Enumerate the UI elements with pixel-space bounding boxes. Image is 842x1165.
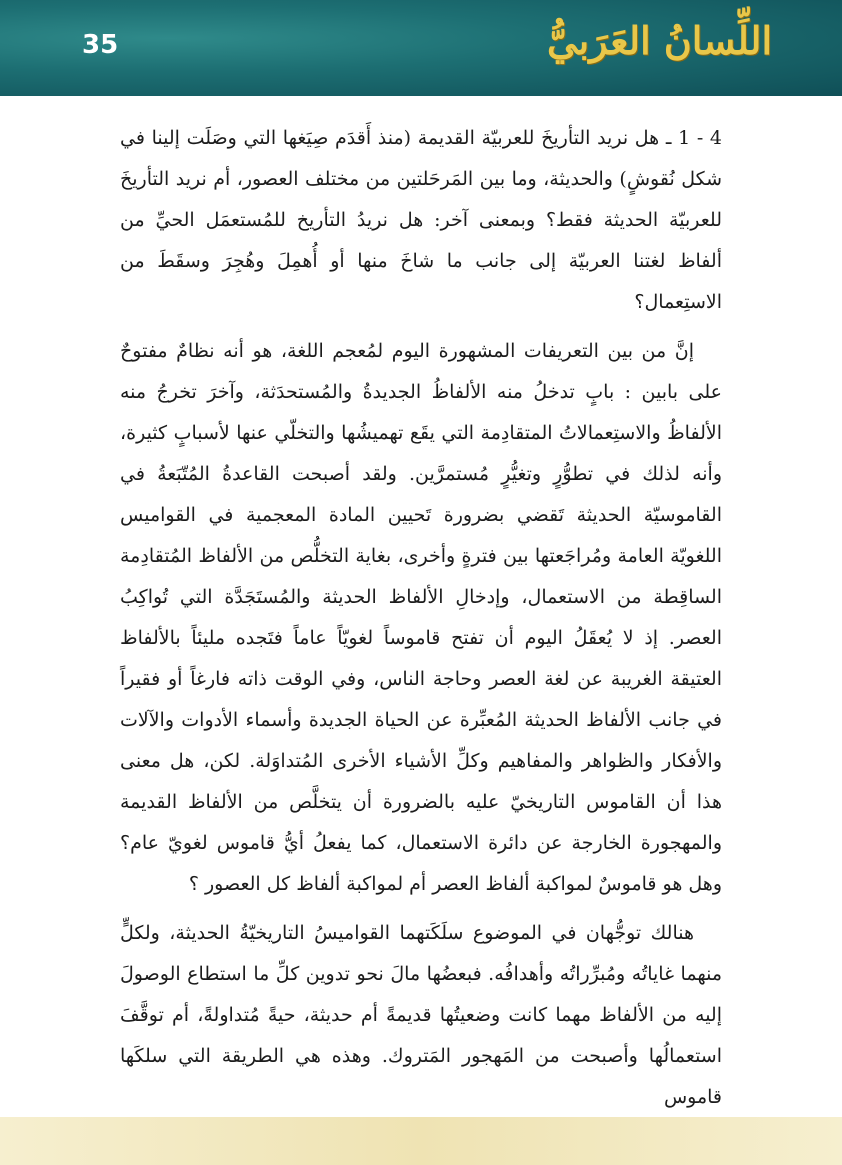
paragraph-approaches: هنالك توجُّهان في الموضوع سلَكَتهما القواميسُ التاريخيّةُ الحديثة، ولكلٍّ منهما غاياتُه ومُبرِّراتُه وأهدافُه. فبعضُها مالَ نحو تدوين كلِّ ما استطاع الوصولَ إليه من الألفاظ مهما كانت وضعيتُها قديمةً أم حديثة، حيةً مُتداولةً، أم توقَّفَ استعمالُها وأصبحت من المَهجور المَتروك. وهذه هي الطريقة التي سلكَها قاموس (120, 922, 722, 1108)
page-footer-band (0, 1117, 842, 1165)
magazine-logo: اللِّسانُ العَرَبيُّ (546, 18, 772, 63)
paragraph-definition: إنَّ من بين التعريفات المشهورة اليوم لمُعجم اللغة، هو أنه نظامٌ مفتوحٌ على بابين : بابٍ تدخلُ منه الألفاظُ الجديدةُ والمُستحدَثة، وآخرَ تخرجُ منه الألفاظُ والاستِعمالاتُ المتقادِمة التي يقَع تهميشُها والتخلّي عنها لأسبابٍ كثيرة، وأنه لذلك في تطوُّرٍ وتغيُّرٍ مُستمرَّين. ولقد أصبحت القاعدةُ المُتّبَعةُ في القاموسيّة الحديثة تَقضي بضرورة تَحيين المادة المعجمية في القواميس اللغويّة العامة ومُراجَعتها بين فترةٍ وأخرى، بغاية التخلُّص من الألفاظ المُتقادِمة الساقِطة من الاستعمال، وإدخالِ الألفاظ الحديثة والمُستَجَدَّة التي تُواكِبُ العصر. إذ لا يُعقَلُ اليوم أن تفتح قاموساً لغويّاً عاماً فتَجده مليئاً بالألفاظ العتيقة الغريبة عن لغة العصر وحاجة الناس، وفي الوقت ذاته فارغاً أو فقيراً في جانب الألفاظ الحديثة المُعبِّرة عن الحياة الجديدة وأسماء الأدوات والآلات والأفكار والظواهر والمفاهيم وكلِّ الأشياء الأخرى المُتداوَلة. لكن، هل معنى هذا أن القاموس التاريخيّ عليه بالضرورة أن يتخلَّص من الألفاظ القديمة والمهجورة الخارجة عن دائرة الاستعمال، كما يفعلُ أيُّ قاموس لغويّ عام؟ وهل هو قاموسٌ لمواكبة ألفاظ العصر أم لمواكبة ألفاظ كل العصور ؟ (120, 340, 722, 895)
page-header (0, 0, 842, 96)
article-body (120, 118, 722, 1126)
paragraph-question: 4 - 1 ـ هل نريد التأريخَ للعربيّة القديمة (منذ أَقدَم صِيَغها التي وصَلَت إلينا في شكل نُقوشٍ) والحديثة، وما بين المَرحَلتين من مختلف العصور، أم نريد التأريخَ للعربيّة الحديثة فقط؟ وبمعنى آخر: هل نريدُ التأريخ للمُستعمَل الحيِّ من ألفاظ لغتنا العربيّة إلى جانب ما شاخَ منها أو أُهمِلَ وهُجِرَ وسقَطَ من الاستِعمال؟ (120, 127, 723, 313)
page-number: 35 (82, 30, 119, 60)
